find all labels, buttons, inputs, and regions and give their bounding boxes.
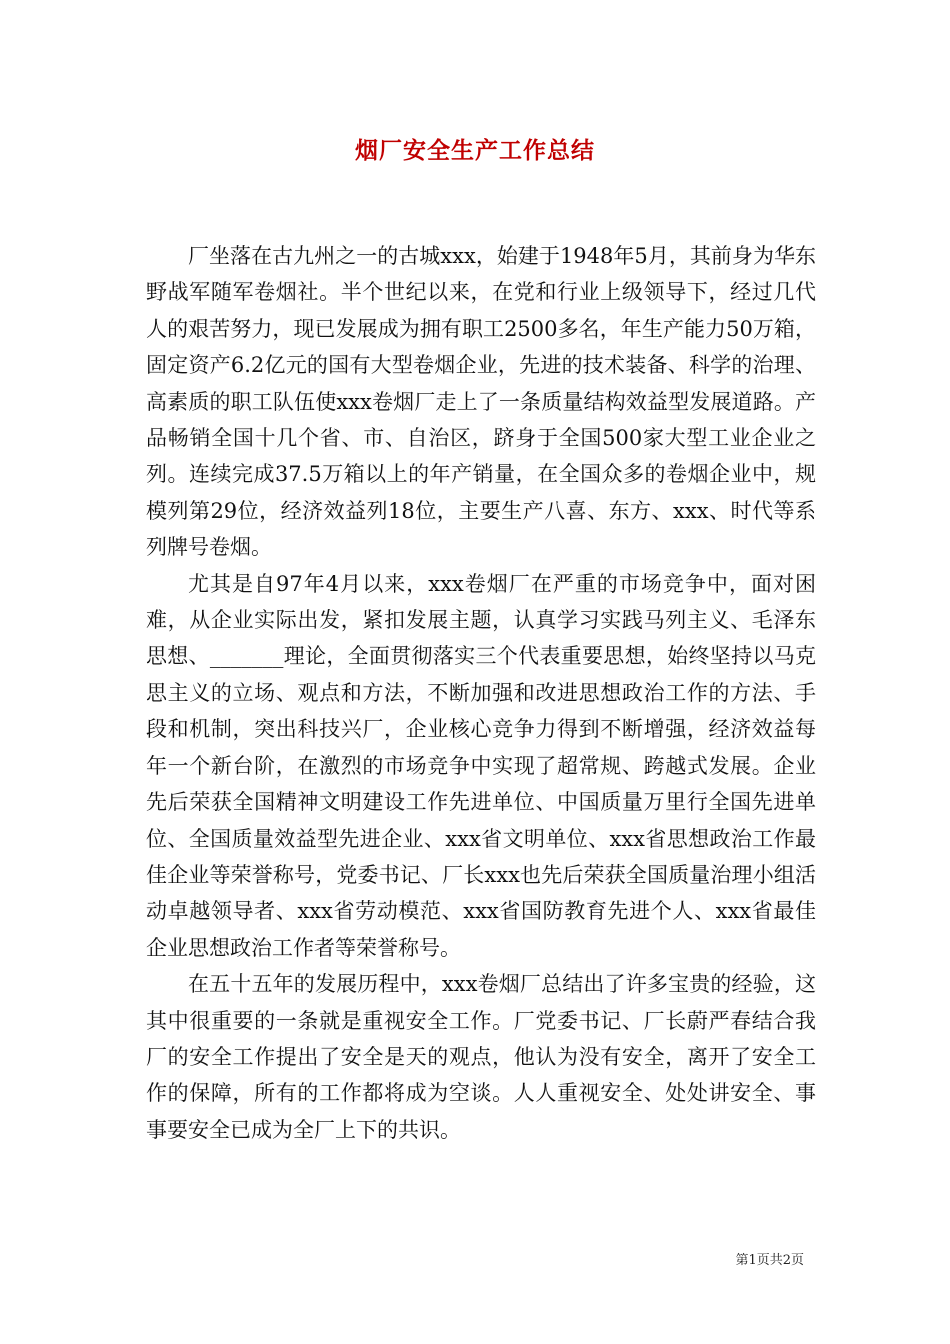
page-number: 第1页共2页 (735, 1253, 804, 1268)
paragraph-1: 厂坐落在古九州之一的古城xxx，始建于1948年5月，其前身为华东野战军随军卷烟社。半个世纪以来，在党和行业上级领导下，经过几代人的艰苦努力，现已发展成为拥有职工2500多名，年生产能力50万箱，固定资产6.2亿元的国有大型卷烟企业，先进的技术装备、科学的治理、高素质的职工队伍使xxx卷烟厂走上了一条质量结构效益型发展道路。产品畅销全国十几个省、市、自治区，跻身于全国500家大型工业企业之列。连续完成37.5万箱以上的年产销量，在全国众多的卷烟企业中，规模列第29位，经济效益列18位，主要生产八喜、东方、xxx、时代等系列牌号卷烟。 (146, 244, 816, 560)
paragraph-3: 在五十五年的发展历程中，xxx卷烟厂总结出了许多宝贵的经验，这其中很重要的一条就是重视安全工作。厂党委书记、厂长蔚严春结合我厂的安全工作提出了安全是天的观点，他认为没有安全，离开了安全工作的保障，所有的工作都将成为空谈。人人重视安全、处处讲安全、事事要安全已成为全厂上下的共识。 (146, 972, 816, 1142)
document-title: 烟厂安全生产工作总结 (355, 137, 595, 164)
paragraph-2: 尤其是自97年4月以来，xxx卷烟厂在严重的市场竞争中，面对困难，从企业实际出发，紧扣发展主题，认真学习实践马列主义、毛泽东思想、_______理论，全面贯彻落实三个代表重要思想，始终坚持以马克思主义的立场、观点和方法，不断加强和改进思想政治工作的方法、手段和机制，突出科技兴厂，企业核心竞争力得到不断增强，经济效益每年一个新台阶，在激烈的市场竞争中实现了超常规、跨越式发展。企业先后荣获全国精神文明建设工作先进单位、中国质量万里行全国先进单位、全国质量效益型先进企业、xxx省文明单位、xxx省思想政治工作最佳企业等荣誉称号，党委书记、厂长xxx也先后荣获全国质量治理小组活动卓越领导者、xxx省劳动模范、xxx省国防教育先进个人、xxx省最佳企业思想政治工作者等荣誉称号。 (146, 571, 816, 960)
document-body (146, 238, 816, 1148)
